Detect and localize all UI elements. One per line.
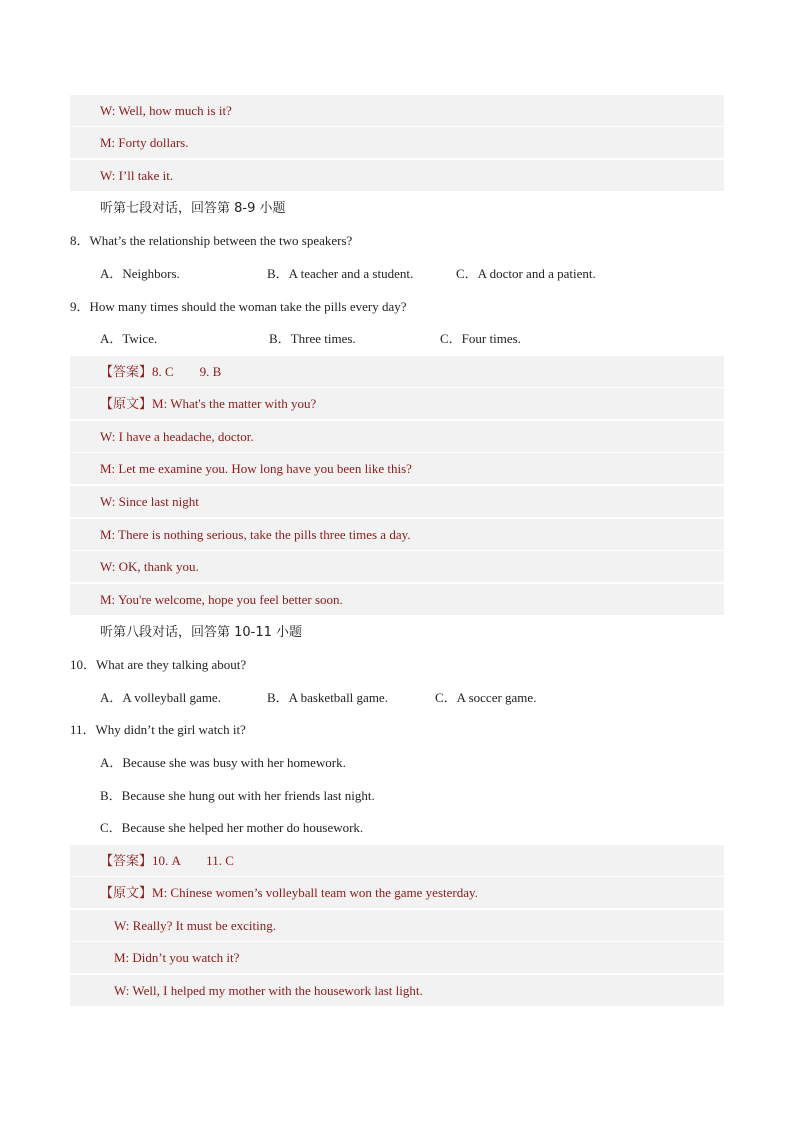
- original-label: 【原文】: [100, 886, 153, 901]
- question-10-options: [70, 682, 724, 713]
- answer-line: [70, 356, 724, 387]
- original-text-line: [70, 877, 724, 908]
- dialogue-line: M: There is nothing serious, take the pills three times a day.: [70, 519, 724, 550]
- option-b: B．Because she hung out with her friends last night.: [100, 788, 375, 803]
- option-c: C．Because she helped her mother do housework.: [100, 820, 364, 835]
- original-text-line: [70, 388, 724, 419]
- option-a: A．Twice.: [100, 331, 158, 346]
- answer-line: [70, 845, 724, 876]
- option-c: C．A soccer game.: [435, 690, 537, 705]
- question-8-options: [70, 258, 724, 289]
- question-10: 10．What are they talking about?: [70, 657, 247, 672]
- section-heading: 听第八段对话，回答第 10-11 小题: [100, 625, 303, 640]
- dialogue-line: W: I have a headache, doctor.: [70, 421, 724, 452]
- answer-label: 【答案】: [100, 854, 153, 869]
- question-8: 8．What’s the relationship between the two speakers?: [70, 233, 353, 248]
- dialogue-line: W: OK, thank you.: [70, 551, 724, 582]
- dialogue-line: W: Since last night: [70, 486, 724, 517]
- dialogue-line: M: Chinese women’s volleyball team won the game yesterday.: [152, 885, 478, 900]
- answer-label: 【答案】: [100, 365, 153, 380]
- dialogue-line: W: I’ll take it.: [70, 160, 724, 191]
- option-a: A．Because she was busy with her homework.: [100, 755, 346, 770]
- option-c: C．Four times.: [440, 331, 521, 346]
- option-a: A．Neighbors.: [100, 266, 180, 281]
- dialogue-line: M: Forty dollars.: [70, 127, 724, 158]
- question-11: 11．Why didn’t the girl watch it?: [70, 722, 246, 737]
- dialogue-line: M: You're welcome, hope you feel better soon.: [70, 584, 724, 615]
- answer-values: 8. C 9. B: [152, 364, 222, 379]
- question-9: 9．How many times should the woman take the pills every day?: [70, 299, 407, 314]
- option-b: B．A basketball game.: [267, 690, 388, 705]
- question-9-options: [70, 323, 724, 354]
- option-b: B．A teacher and a student.: [267, 266, 414, 281]
- dialogue-line: W: Well, I helped my mother with the housework last light.: [70, 975, 724, 1006]
- section-heading: 听第七段对话，回答第 8-9 小题: [100, 201, 286, 216]
- option-a: A．A volleyball game.: [100, 690, 221, 705]
- dialogue-line: W: Well, how much is it?: [70, 95, 724, 126]
- dialogue-line: W: Really? It must be exciting.: [70, 910, 724, 941]
- option-b: B．Three times.: [269, 331, 356, 346]
- answer-values: 10. A 11. C: [152, 853, 234, 868]
- original-label: 【原文】: [100, 397, 153, 412]
- dialogue-line: M: Didn’t you watch it?: [70, 942, 724, 973]
- dialogue-line: M: What's the matter with you?: [152, 396, 317, 411]
- dialogue-line: M: Let me examine you. How long have you been like this?: [70, 453, 724, 484]
- option-c: C．A doctor and a patient.: [456, 266, 596, 281]
